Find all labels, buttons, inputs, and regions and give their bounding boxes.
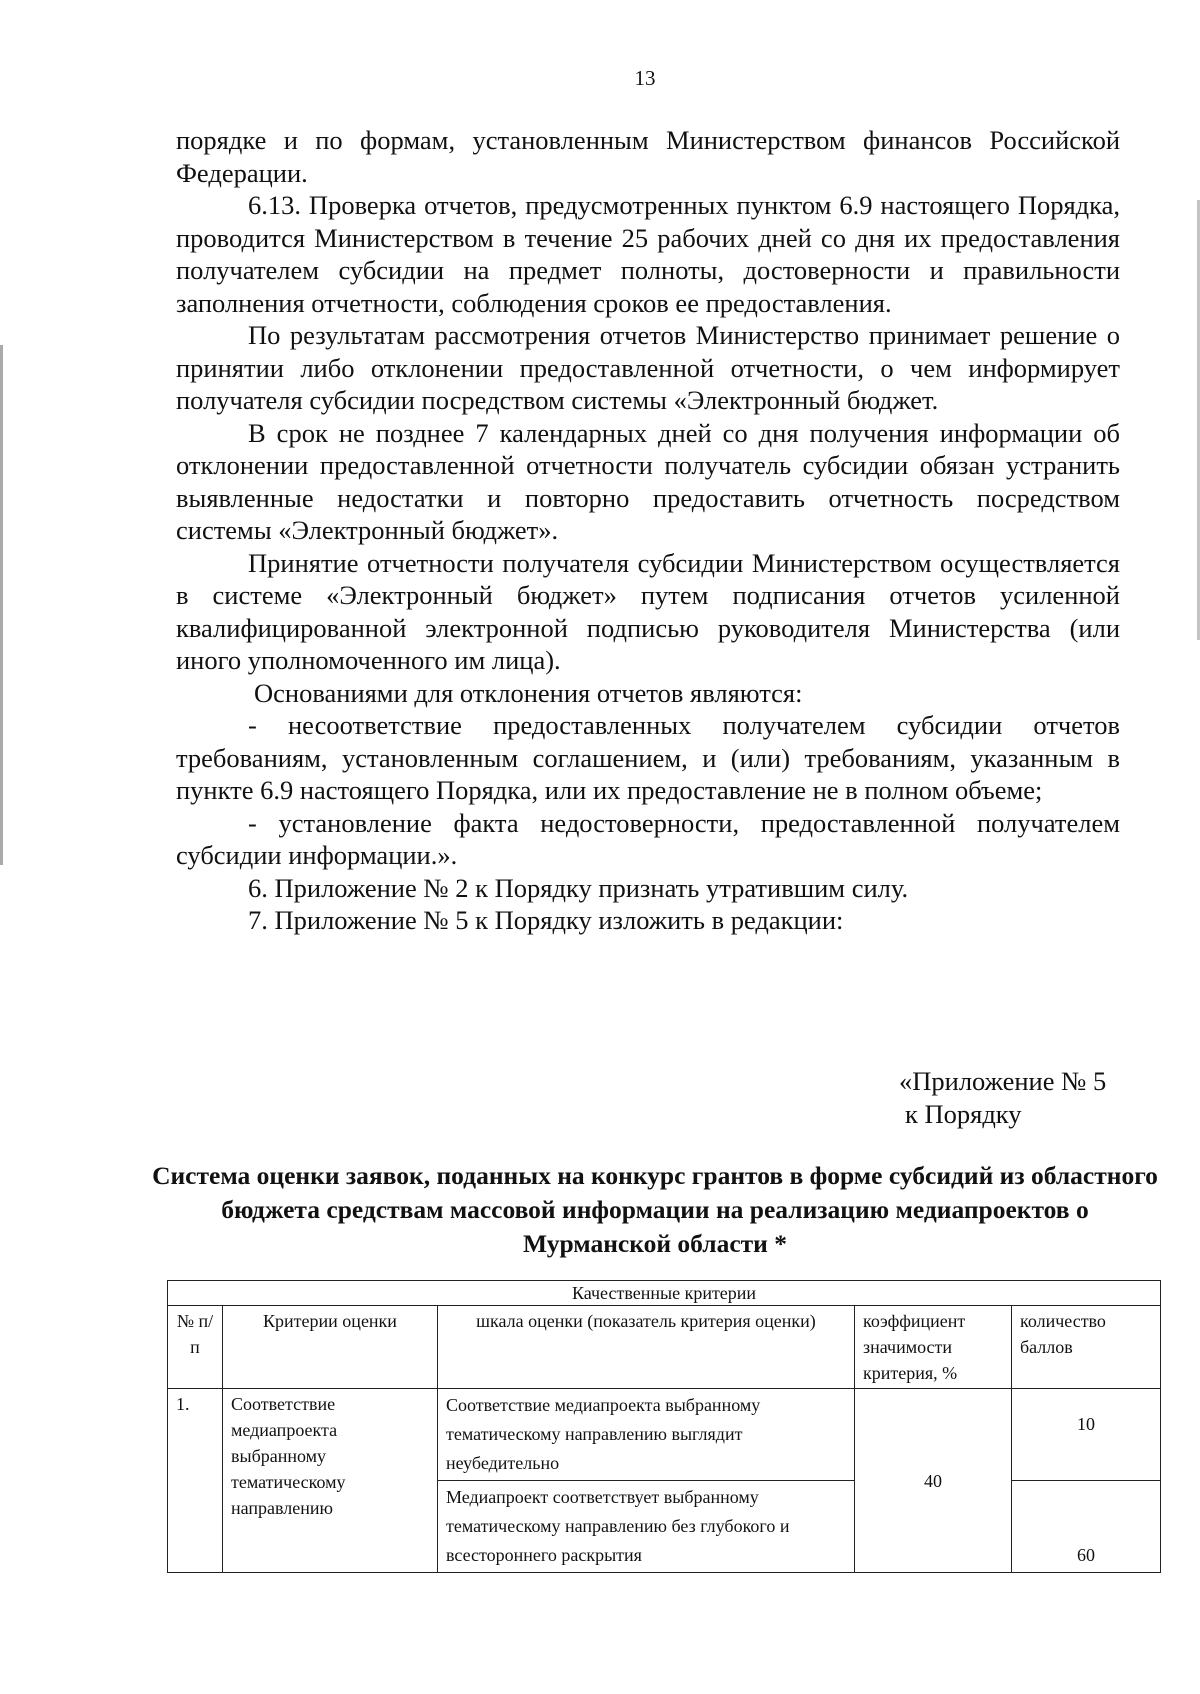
column-header-number: № п/п	[168, 1306, 223, 1389]
column-header-points: количество баллов	[1012, 1306, 1161, 1389]
paragraph: 6.13. Проверка отчетов, предусмотренных пунктом 6.9 настоящего Порядка, проводится Министерством в течение 25 рабочих дней со дня их предоставления получателем субсидии на предмет полноты, достоверности и правильности заполнения отчетности, соблюдения сроков ее предоставления.	[176, 190, 1120, 318]
paragraph: Основаниями для отклонения отчетов являются:	[254, 677, 803, 708]
row-criterion: Соответствие медиапроекта выбранному тематическому направлению	[223, 1389, 438, 1573]
table-group-header: Качественные критерии	[168, 1281, 1161, 1306]
row-points: 10	[1012, 1389, 1161, 1481]
document-body	[176, 124, 1120, 937]
paragraph: 7. Приложение № 5 к Порядку изложить в редакции:	[248, 905, 844, 935]
appendix-label-line: к Порядку	[905, 1099, 1022, 1129]
appendix-label	[899, 1065, 1106, 1131]
paragraph: В срок не позднее 7 календарных дней со дня получения информации об отклонении предоставленной отчетности получатель субсидии обязан устранить выявленные недостатки и повторно предоставить отчетность посредством системы «Электронный бюджет».	[176, 417, 1120, 545]
paragraph: По результатам рассмотрения отчетов Министерство принимает решение о принятии либо отклонении предоставленной отчетности, о чем информирует получателя субсидии посредством системы «Электронный бюджет.	[176, 320, 1120, 415]
paragraph: Принятие отчетности получателя субсидии Министерством осуществляется в системе «Электронный бюджет» путем подписания отчетов усиленной квалифицированной электронной подписью руководителя Министерства (или иного уполномоченного им лица).	[176, 547, 1120, 675]
paragraph: 6. Приложение № 2 к Порядку признать утратившим силу.	[248, 872, 909, 903]
row-coefficient: 40	[855, 1389, 1012, 1573]
appendix-label-line: «Приложение № 5	[899, 1066, 1107, 1096]
table-row	[168, 1389, 1161, 1481]
row-scale: Медиапроект соответствует выбранному тематическому направлению без глубокого и всестороннего раскрытия	[438, 1481, 855, 1573]
row-number: 1.	[168, 1389, 223, 1573]
table-header-row	[168, 1306, 1161, 1389]
page-number: 13	[634, 66, 656, 90]
column-header-criteria: Критерии оценки	[223, 1306, 438, 1389]
paragraph: порядке и по формам, установленным Министерством финансов Российской Федерации.	[176, 125, 1120, 188]
paragraph: - установление факта недостоверности, предоставленной получателем субсидии информации.».	[176, 807, 1120, 870]
criteria-table	[167, 1280, 1161, 1573]
table-header-group-row	[168, 1281, 1161, 1306]
column-header-scale: шкала оценки (показатель критерия оценки)	[438, 1306, 855, 1389]
row-scale: Соответствие медиапроекта выбранному тематическому направлению выглядит неубедительно	[438, 1389, 855, 1481]
row-points: 60	[1012, 1481, 1161, 1573]
table-title: Система оценки заявок, поданных на конкурс грантов в форме субсидий из областного бюджета средствам массовой информации на реализацию медиапроектов о Мурманской области *	[152, 1161, 1158, 1258]
paragraph: - несоответствие предоставленных получателем субсидии отчетов требованиям, установленным соглашением, и (или) требованиям, указанным в пункте 6.9 настоящего Порядка, или их предоставление не в полном объеме;	[176, 710, 1120, 805]
scan-edge-mark	[0, 345, 3, 865]
column-header-coefficient: коэффициент значимости критерия, %	[855, 1306, 1012, 1389]
